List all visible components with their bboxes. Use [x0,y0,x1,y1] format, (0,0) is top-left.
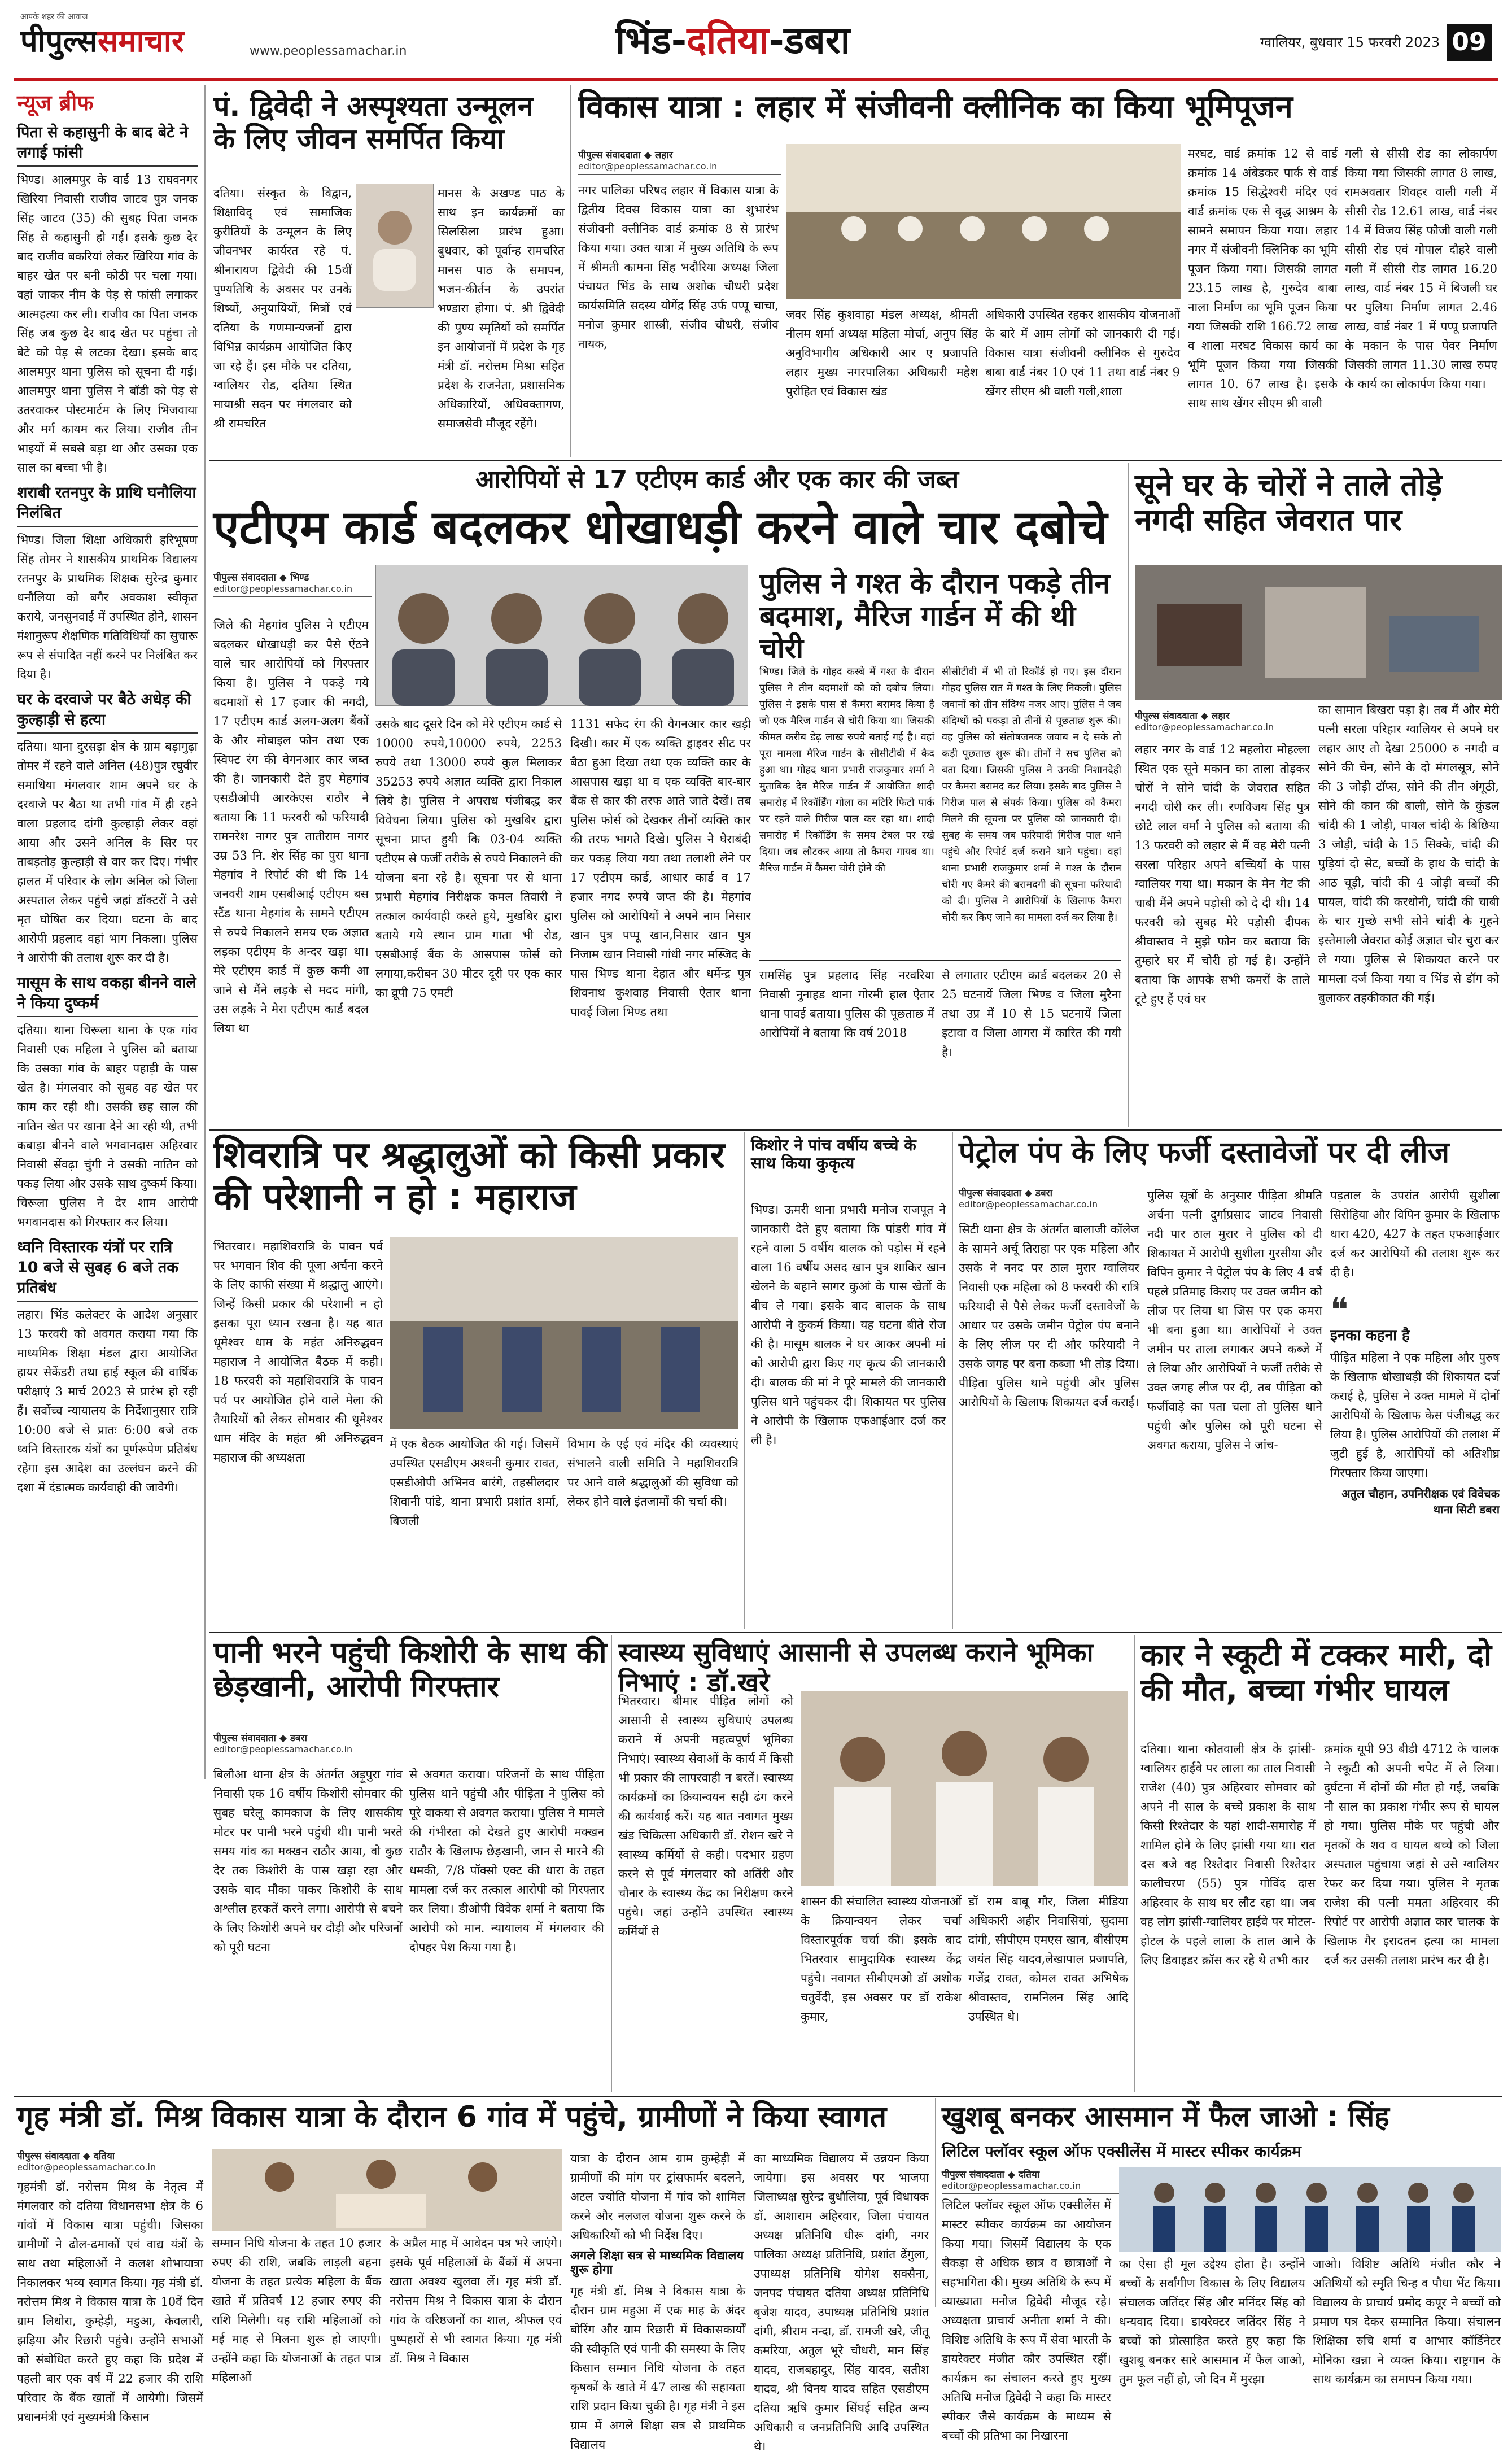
article-9-byline-block: पीपुल्स संवाददाता ◆ डबरा editor@peoplessamachar.co.in [213,1731,400,1757]
article-4-col-3: रामसिंह पुत्र प्रहलाद सिंह नरवरिया निवासी नुनाहड थाना गोरमी हाल ऐतार थाना पावई बताया। पुलिस की पूछताछ में आरोपियों ने बताया कि वर्ष 2018 [759,969,934,1040]
quote-box-heading: इनका कहना है [1330,1327,1410,1344]
divider [1128,463,1129,1127]
byline-place: दतिया [1018,2169,1040,2180]
masthead [0,0,1512,79]
byline: पीपुल्स संवाददाता [1135,710,1198,722]
article-12-col-3: के अप्रैल माह में आवेदन पत्र भरे जाएंगे। इसके पूर्व महिलाओं के बैंकों में अपना खाता अवश्य खुलवा लें। गृह मंत्री डॉ. नरोत्तम मिश्र ने विकास यात्रा के दौरान गांव के वरिष्ठजनों का शाल, श्रीफल एवं पुष्पहारों से भी स्वागत किया। गृह मंत्री डॉ. मिश्र ने विकास [390,2236,562,2365]
byline: पीपुल्स संवाददाता [942,2169,1004,2180]
quote-icon: ❝ [1330,1290,1349,1330]
article-2-col-4: मरघट, वार्ड क्रमांक 12 से वार्ड क्रमांक 14 अंबेडकर पार्क से वार्ड क्रमांक 15 सिद्धेश्वरी मंदिर एवं वार्ड क्रमांक एक से वृद्ध आश्रम के सामने समापन किया गया। लहार नगर में संजीवनी क्लिनिक का भूमि पूजन किया गया। जिसकी लागत 23.15 लाख है, गुरुदेव बाबा नाला निर्माण का भूमि पूजन किया गया जिसकी राशि 166.72 लाख व शाला मरघट विकास कार्य का भूमि पूजन किया गया जिसकी लागत 10. 67 लाख है। इसके साथ साथ खेंगर सीएम श्री वाली [1188,147,1338,410]
email[interactable]: editor@peoplessamachar.co.in [213,1744,400,1757]
row-rule [209,1129,1502,1131]
row-rule [209,460,1502,461]
section-title [615,12,932,69]
logo-tagline: आपके शहर की आवाज [20,12,88,21]
masthead-rule [14,78,1498,81]
quote-box-attribution: अतुल चौहान, उपनिरीक्षक एवं विवेचक थाना सिटी डबरा [1341,1487,1500,1516]
quote-box-text: पीड़ित महिला ने एक महिला और पुरुष के खिलाफ धोखाधड़ी की शिकायत दर्ज कराई है, पुलिस ने उक्त मामले में दोनों आरोपियों के खिलाफ केस पंजीबद्ध कर लिया है। पुलिस आरोपियों की तलाश में जुटी हुई है, आरोपियों को अतिशीघ्र गिरफ्तार किया जाएगा। [1330,1351,1500,1480]
article-12-col-4: यात्रा के दौरान आम ग्राम कुम्हेड़ी में ग्रामीणों की मांग पर ट्रांसफार्मर बदलने, अटल ज्योति योजना में गांव को शामिल करने और नलजल योजना शुरू करने के अधिकारियों को भी निर्देश दिए। [570,2152,745,2242]
byline-place: डबरा [290,1733,307,1744]
byline: पीपुल्स संवाददाता [578,150,641,161]
article-2-col-3: अधिकारी उपस्थित रहकर शासकीय योजनाओं के बारे में आम लोगों को जानकारी दी गई। विकास यात्रा संजीवनी क्लीनिक से गुरुदेव बाबा वार्ड नंबर 10 एवं 11 तथा वार्ड नंबर 9 खेंगर सीएम श्री वाली गली,शाला [985,308,1180,398]
article-5-col-1: लहार नगर के वार्ड 12 महलोरा मोहल्ला स्थित एक सूने मकान का ताला तोड़कर चोरों ने सोने चांदी के जेवरात सहित नगदी चोरी कर ली। रणविजय सिंह पुत्र छोटे लाल वर्मा ने पुलिस को बताया की 13 फरवरी को लहार से मैं वह मेरी पत्नी सरला परिहार अपने बच्चियों के पास ग्वालियर गया था। मकान के मेन गेट की चाबी मैंने अपने पड़ोसी को दे दी थी। 14 फरवरी को सुबह मेरे पड़ोसी दीपक श्रीवास्तव ने मुझे फोन कर बताया कि तुम्हारे घर में चोरी हो गई है। उन्होंने बताया कि आपके सभी कमरों के ताले टूटे हुए हैं एवं घर [1135,743,1310,1006]
article-10-photo [801,1691,1128,1886]
article-10-headline: स्वास्थ्य सुविधाएं आसानी से उपलब्ध कराने भूमिका निभाएं : डॉ.खरे [618,1637,1094,1698]
article-11-col-1: दतिया। थाना कोतवाली क्षेत्र के झांसी-ग्वालियर हाईवे पर लाला का ताल निवासी राजेश (40) पुत्र अहिरवार सोमवार को अपने नी साल के बच्चे प्रकाश के साथ किसी रिश्तेदार के यहां शादी-समारोह में शामिल होने के लिए झांसी गया था। रात दस बजे वह रिश्तेदार निवासी रिश्तेदार कालीचरण (55) पुत्र गोविंद दास अहिरवार के साथ घर लौट रहा था। जब वह लोग झांसी-ग्वालियर हाईवे पर मोटल-होटल के पहले लाला के ताल आने के लिए डिवाइडर क्रॉस कर रहे थे तभी कार [1140,1742,1316,1967]
brief-item [17,1237,198,1497]
article-4-col-1: भिण्ड। जिले के गोहद कस्बे में गश्त के दौरान पुलिस ने तीन बदमाशों को को दबोच लिया। पुलिस ने इसके पास से कैमरा बरामद किया है जो एक मैरिज गार्डन से चोरी किया था। जिसकी कीमत करीब डेढ़ लाख रुपये बताई गई है। वहां पूरा मामला मैरिज गार्डन के सीसीटीवी में कैद हुआ था। गोहद थाना प्रभारी राजकुमार शर्मा ने मुताबिक देव मैरिज गार्डन में आयोजित शादी समारोह में रिकॉर्डिंग गोला का मटिरि फिटो पार्क पर रहने वाले गिरीज पाल कर रहा था। शादी समारोह में रिकॉर्डिंग के समय टेबल पर रखे दिया। जब लौटकर आया तो कैमरा गायब था। मैरिज गार्डन में कैमरा चोरी होने की [759,666,934,874]
article-3-byline-block: पीपुल्स संवाददाता ◆ भिण्ड editor@peoplessamachar.co.in [213,570,372,597]
byline-place: दतिया [93,2150,115,2162]
article-5-photo [1135,565,1502,700]
article-13-kicker: लिटिल फ्लॉवर स्कूल ऑफ एक्सीलेंस में मास्टर स्पीकर कार्यक्रम [942,2142,1301,2161]
article-3-col-2: उसके बाद दूसरे दिन को मेरे एटीएम कार्ड से 10000 रुपये,10000 रुपये, 2253 रुपये तथा 13000 रुपये कुल मिलाकर 35253 रुपये अज्ञात व्यक्ति द्वारा निकाल लिये है। पुलिस ने अपराध पंजीबद्ध कर विवेचना लिया। पुलिस को मुखबिर द्वारा सूचना प्राप्त हुयी कि 03-04 व्यक्ति एटीएम से फर्जी तरीके से रुपये निकालने की योजना बना रहे है। सूचना पर से थाना प्रभारी मेहगांव निरीक्षक कमल तिवारी ने तत्काल कार्यवाही करते हुये, मुखबिर द्वारा बताये गये स्थान ग्राम गाता भी रोड, एसबीआई बैंक के आसपास फोर्स को लगाया,करीबन 30 मीटर दूरी पर एक कार का व्रूपी 75 एमटी [375,717,562,1000]
article-12-subheading: अगले शिक्षा सत्र से माध्यमिक विद्यालय शुरू होगा [570,2249,744,2278]
article-5-col-2: का सामान बिखरा पड़ा है। तब मैं और मेरी पत्नी सरला परिहार ग्वालियर से अपने घर लहार आए तो देखा 25000 रु नगदी व सोने की चेन, सोने के दो मंगलसूत्र, सोने की 3 जोड़ी टॉप्स, सोने की तीन अंगूठी, सोने की कान की बाली, सोने के कुंडल चांदी की 1 जोड़ी, पायल चांदी के बिछिया 3 जोड़ी, चांदी के 15 सिक्के, चांदी की पुड़ियां दो सेट, बच्चों के हाथ के चांदी के आठ चूड़ी, चांदी की 4 जोड़ी बच्चों की पायल, चांदी की करधोनी, चांदी की चाबी के चार गुच्छे सभी सोने चांदी के गुहने इस्तेमाली जेवरात कोई अज्ञात चोर चुरा कर ले गया। पुलिस से शिकायत करने पर मामला दर्ज किया गया व भिंड से डॉग को बुलाकर तहकीकात की गई। [1318,703,1499,1005]
email[interactable]: editor@peoplessamachar.co.in [959,1199,1145,1212]
brief-body: दतिया। थाना दुरसड़ा क्षेत्र के ग्राम बड़ागुढ़ा तोमर में रहने वाले अनिल (48)पुत्र रघुवीर समाधिया मंगलवार शाम अपने घर के दरवाजे पर बैठा था तभी गांव में ही रहने वाला प्रहलाद दांगी कुल्हाड़ी लेकर वहां आया और उसने अनिल के सिर पर ताबड़तोड़ कुल्हाड़ी से वार कर दिए। गंभीर हालत में परिवार के लोग अनिल को जिला अस्पताल लेकर पहुंचे जहां डॉक्टरों ने उसे मृत घोषित कर दिया। घटना के बाद आरोपी प्रहलाद वहां भाग निकला। पुलिस ने आरोपी की तलाश शुरू कर दी है। [17,740,198,965]
accused-photos [375,565,748,706]
article-9-col-2: से अवगत कराया। परिजनों के साथ पीड़िता पुलिस थाने पहुंची और पीड़िता ने पुलिस को पूरे वाकया से अवगत कराया। पुलिस ने मामले की गंभीरता को देखते हुए आरोपी मक्खन राठौर के खिलाफ छेड़खानी, जान से मारने की धमकी, 7/8 पॉक्सो एक्ट की धारा के तहत मामला दर्ज कर तत्काल आरोपी को गिरफ्तार कर लिया। डीओपी विवेक शर्मा ने बताया कि आरोपी को मान. न्यायालय में मंगलवार की दोपहर पेश किया गया है। [409,1768,604,1954]
article-10-col-1: भितरवार। बीमार पीड़ित लोगों को आसानी से स्वास्थ्य सुविधाएं उपलब्ध कराने में अपनी महत्वपूर्ण भूमिका निभाएं। स्वास्थ्य सेवाओं के कार्य में किसी भी प्रकार की लापरवाही न बरतें। स्वास्थ्य कार्यक्रमों का क्रियान्वयन सही ढंग करने की कार्यवाई करें। यह बात नवागत मुख्य खंड चिकित्सा अधिकारी डॉ. रोशन खरे ने स्वास्थ्य कर्मियों से कही। पदभार ग्रहण करने से पूर्व मंगलवार को अतिंरी और चौनार के स्वास्थ्य केंद्र का निरीक्षण करने पहुंचे। जहां उन्होंने उपस्थित स्वास्थ्य कर्मियों से [618,1694,793,1938]
brief-body: दतिया। थाना चिरूला थाना के एक गांव निवासी एक महिला ने पुलिस को बताया कि उसका गांव के बाहर पहाड़ी के पास खेत है। मंगलवार को सुबह वह खेत पर काम कर रही थी। उसकी छह साल की नातिन खेत पर खाना देने आ रही थी, तभी कबाड़ा बीनने वाले भगवानदास अहिरवार निवासी सेंवढ़ा चुंगी ने उसकी नातिन को पकड़ लिया और उसके साथ दुष्कर्म किया। चिरूला पुलिस ने देर शाम आरोपी भगवानदास को गिरफ्तार कर लिया। [17,1023,198,1229]
brief-item [17,483,198,684]
article-3-col-3: 1131 सफेद रंग की वैगनआर कार खड़ी दिखी। कार में एक व्यक्ति ड्राइवर सीट पर बैठा हुआ दिखा तथा एक व्यक्ति कार के आसपास खड़ा था व एक व्यक्ति बार-बार बैंक से कार की तरफ आते जाते देखें। तब पुलिस फोर्स को देखकर तीनों व्यक्ति कार की तरफ भागते दिखे। पुलिस ने घेराबंदी कर पकड़ लिया गया तथा तलाशी लेने पर 17 एटीएम कार्ड, आधार कार्ड व 17 हजार नगद रुपये जप्त की है। मेहगांव पुलिस को आरोपियों ने अपने नाम निसार खान पुत्र पप्पू खान,निसार खान पुत्र निजाम खान निवासी गांधी नगर मस्जिद के पास भिण्ड थाना देहात और धर्मेन्द्र पुत्र शिवनाथ कुशवाह निवासी ऐतार थाना पावई जिला भिण्ड तथा [570,717,751,1019]
email[interactable]: editor@peoplessamachar.co.in [213,583,372,597]
quote-box [1330,1290,1500,1626]
article-6-col-2: में एक बैठक आयोजित की गई। जिसमें उपस्थित एसडीएम अश्वनी कुमार रावत, एसडीओपी अभिनव बारंगे, तहसीलदार शिवानी पांडे, थाना प्रभारी प्रशांत शर्मा, बिजली [390,1437,559,1528]
article-2-headline: विकास यात्रा : लहार में संजीवनी क्लीनिक का किया भूमिपूजन [578,89,1293,125]
brief-headline: शराबी रतनपुर के प्राथि घनौलिया निलंबित [17,483,198,527]
brief-divider [204,85,206,1779]
article-3-kicker: आरोपियों से 17 एटीएम कार्ड और एक कार की जब्त [475,465,959,494]
article-11-headline: कार ने स्कूटी में टक्कर मारी, दो की मौत, बच्चा गंभीर घायल [1140,1637,1492,1708]
article-4-headline: पुलिस ने गश्त के दौरान पकड़े तीन बदमाश, मैरिज गार्डन में की थी चोरी [759,567,1110,665]
brief-headline: ध्वनि विस्तारक यंत्रों पर रात्रि 10 बजे से सुबह 6 बजे तक प्रतिबंध [17,1237,198,1302]
byline: पीपुल्स संवाददाता [213,572,276,583]
article-13-photo [1119,2167,1501,2252]
article-13-headline: खुशबू बनकर आसमान में फैल जाओ : सिंह [942,2100,1389,2133]
article-5-headline: सूने घर के चोरों ने ताले तोड़े नगदी सहित जेवरात पार [1135,467,1443,538]
section-bhind: भिंड- [615,19,687,62]
article-1-col-2: मानस के अखण्ड पाठ के साथ इन कार्यक्रमों का सिलसिला प्रारंभ हुआ। बुधवार, को पूर्वान्ह रामचरित मानस पाठ के समापन, भजन-कीर्तन के उपरांत भण्डारा होगा। पं. श्री द्विवेदी की पुण्य स्मृतियों को समर्पित इन आयोजनों में प्रदेश के गृह मंत्री डॉ. नरोत्तम मिश्रा सहित प्रदेश के राजनेता, प्रशासनिक अधिकारियों, अधिवक्तागण, समाजसेवी मौजूद रहेंगे। [438,186,565,430]
news-brief-column [17,88,198,1782]
email[interactable]: editor@peoplessamachar.co.in [1135,722,1361,735]
article-2-photo [786,144,1181,299]
article-3-headline: एटीएम कार्ड बदलकर धोखाधड़ी करने वाले चार दबोचे [213,501,1108,555]
email[interactable]: editor@peoplessamachar.co.in [942,2180,1128,2194]
article-6-headline: शिवरात्रि पर श्रद्धालुओं को किसी प्रकार की परेशानी न हो : महाराज [213,1135,725,1218]
article-4-col-2: सीसीटीवी में भी तो रिकॉर्ड हो गए। इस दौरान गोहद पुलिस रात में गश्त के लिए निकली। पुलिस जवानों को तीन संदिग्ध नजर आए। पुलिस ने जब संदिग्धों को पकड़ा तो तीनों से पूछताछ शुरू की। वह पुलिस को संतोषजनक जवाब न दे सके तो कड़ी पूछताछ शुरू की। तीनों ने सच पुलिस को बता दिया। जिसकी पुलिस ने उनकी निशानदेही पर कैमरा बरामद कर लिया। इसके बाद पुलिस ने गिरीज पाल से संपर्क किया। पुलिस को कैमरा मिलने की सूचना पर पुलिस को जानकारी दी। सुबह के समय जब फरियादी गिरीज पाल थाने पहुंचे और रिपोर्ट दर्ज कराने थाने पहुंचा। वहां थाना प्रभारी राजकुमार शर्मा ने गश्त के दौरान चोरी गए कैमरे की बरामदगी की सूचना फरियादी को दी। पुलिस ने आरोपियों के खिलाफ कैमरा चोरी कर किए जाने का मामला दर्ज कर लिया है। [942,666,1121,923]
article-8-col-1: सिटी थाना क्षेत्र के अंतर्गत बालाजी कॉलेज के सामने अर्चू तिराहा पर एक महिला और उसके ने ननद पर ठाल मुरार ग्वालियर निवासी एक महिला को 8 फरवरी की रात्रि फरियादी से पैसे लेकर फर्जी दस्तावेजों के आधार पर उसके जमीन पेट्रोल पंप बनाने के लिए लीज पर दी और फरियादी ने उसके जगह पर बना कब्जा भी तोड़ दिया। पीड़िता पुलिस थाने पहुंची और पुलिस आरोपियों के खिलाफ शिकायत दर्ज कराई। [959,1223,1139,1409]
article-2-col-5: गली से सीसी रोड का लोकार्पण किया गया जिसकी लागत 8 लाख, रामअवतार शिवहर वाली गली में सीसी रोड 12.61 लाख, वार्ड नंबर 14 में विजय सिंह फौजी वाली गली सीसी रोड एवं गोपाल दौहरे वाली गली में सीसी रोड लागत 16.20 लाख, वार्ड नंबर 15 में बिजली घर पर पुलिया निर्माण लागत 2.46 लाख, वार्ड नंबर 1 में पप्पू प्रजापति के मकान के पास पेवर निर्माण जिसकी लागत 11.30 लाख रुपए के कार्य का लोकार्पण किया गया। [1345,147,1497,391]
byline-place: लहार [654,150,673,161]
brief-item [17,973,198,1232]
article-2-col-1: नगर पालिका परिषद लहार में विकास यात्रा के द्वितीय दिवस विकास यात्रा का शुभारंभ संजीवनी क्लीनिक वार्ड क्रमांक 8 से प्रारंभ किया गया। उक्त यात्रा में मुख्य अतिथि के रूप में श्रीमती कामना सिंह भदौरिया अध्यक्ष जिला पंचायत भिंड के साथ अशोक चौधरी प्रदेश कार्यसमिति सदस्य योगेंद्र सिंह उर्फ पप्पू चाचा, मनोज कुमार शास्त्री, संजीव चौधरी, संजीव नायक, [578,184,779,351]
brief-headline: मासूम के साथ वकहा बीनने वाले ने किया दुष्कर्म [17,973,198,1017]
byline-place: लहार [1211,710,1230,722]
article-10-col-2: शासन की संचालित स्वास्थ्य योजनाओं के क्रियान्वयन लेकर चर्चा विस्तारपूर्वक चर्चा की। इसके बाद भितरवार सामुदायिक स्वास्थ्य केंद्र पहुंचे। नवागत सीबीएमओ डॉ अशोक चतुर्वेदी, इस अवसर पर डॉ राकेश कुमार, [801,1895,962,2023]
website-link[interactable]: www.peoplessamachar.in [250,44,407,58]
divider [611,1635,612,2092]
article-6-photo [390,1237,738,1429]
article-13-col-1: लिटिल फ्लॉवर स्कूल ऑफ एक्सीलेंस में मास्टर स्पीकर कार्यक्रम का आयोजन किया गया। जिसमें विद्यालय के एक सैकड़ा से अधिक छात्र व छात्राओं ने सहभागिता की। मुख्य अतिथि के रूप में व्याख्याता मनोज द्विवेदी मौजूद रहे। अध्यक्षता प्राचार्य अनीता शर्मा ने की। विशिष्ट अतिथि के रूप में सेवा भारती के डायरेक्टर मंजीत कौर उपस्थित रहीं। कार्यक्रम का संचालन करते हुए मुख्य अतिथि मनोज द्विवेदी ने कहा कि मास्टर स्पीकर जैसे कार्यक्रम के माध्यम से बच्चों की प्रतिभा का निखारना [942,2198,1111,2442]
divider [570,85,571,457]
byline-place: डबरा [1035,1188,1052,1199]
brief-headline: पिता से कहासुनी के बाद बेटे ने लगाई फांसी [17,123,198,167]
article-6-col-3: विभाग के एई एवं मंदिर की व्यवस्थाएं संभालने वाली समिति ने महाशिवरात्रि पर आने वाले श्रद्धालुओं की सुविधा को लेकर होने वाले इंतजामों की चर्चा की। [567,1437,738,1508]
article-9-headline: पानी भरने पहुंची किशोरी के साथ की छेड़खानी, आरोपी गिरफ्तार [213,1636,607,1704]
article-2-byline-block: पीपुल्स संवाददाता ◆ लहार editor@peoplessamachar.co.in [578,148,781,175]
divider [1134,1635,1135,2092]
article-12-col-2: सम्मान निधि योजना के तहत 10 हजार रुपए की राशि, जबकि लाड़ली बहना योजना के तहत प्रत्येक महिला के बैंक खाते में प्रतिवर्ष 12 हजार रुपए की राशि मिलेगी। यह राशि महिलाओं को मई माह से मिलना शुरू हो जाएगी। उन्होंने कहा कि योजनाओं के तहत पात्र महिलाओं [212,2236,381,2384]
byline: पीपुल्स संवाददाता [959,1188,1021,1199]
news-brief-label: न्यूज ब्रीफ [17,90,94,115]
article-12-photo [212,2149,562,2231]
section-datia: दतिया [687,19,769,62]
article-7-body: भिण्ड। ऊमरी थाना प्रभारी मनोज राजपूत ने जानकारी देते हुए बताया कि पांडरी गांव में रहने वाला 5 वर्षीय बालक को पड़ोस में रहने वाला 16 वर्षीय असद खान पुत्र शाकिर खान खेलने के बहाने सागर कुआं के पास खेतों के बीच ले गया। इसके बाद बालक के साथ आरोपी ने कुकर्म किया। यह घटना बीते रोज की है। मासूम बालक ने घर आकर अपनी मां को आरोपी द्वारा किए गए कृत्य की जानकारी दी। बालक की मां ने पूरे मामले की जानकारी पुलिस थाने पहुंचकर दी। शिकायत पर पुलिस ने आरोपी के खिलाफ एफआईआर दर्ज कर ली है। [751,1203,946,1447]
email[interactable]: editor@peoplessamachar.co.in [578,161,781,175]
article-8-col-2: पुलिस सूत्रों के अनुसार पीड़िता श्रीमति अर्चना पत्नी दुर्गाप्रसाद जाटव निवासी नदी पार ठाल मुरार ने पुलिस को दी शिकायत में आरोपी सुशीला गुरसीया और विपिन कुमार ने पेट्रोल पंप के लिए 4 वर्ष पहले प्रतिमाह किराए पर उक्त जमीन को लीज पर लिया था जिस पर एक कमरा भी बना हुआ था। आरोपियों ने उक्त जमीन पर ताला लगाकर अपने कब्जे में ले लिया और आरोपियों ने फर्जी तरीके से उक्त जगह लीज पर दी, तब पीड़िता को फर्जीवाड़े का पता चला तो पुलिस थाने पहुंची और पुलिस को पूरी घटना से अवगत कराया, पुलिस ने जांच- [1147,1189,1322,1452]
article-12-col-1: गृहमंत्री डॉ. नरोत्तम मिश्र के नेतृत्व में मंगलवार को दतिया विधानसभा क्षेत्र के 6 गांवों में विकास यात्रा पहुंची। जिसका ग्रामीणों ने ढोल-ढमाकों एवं वाद्य यंत्रों के साथ तथा महिलाओं ने कलश शोभायात्रा निकालकर भव्य स्वागत किया। गृह मंत्री डॉ. नरोत्तम मिश्र ने विकास यात्रा के 10वें दिन ग्राम लिधोरा, कुम्हेड़ी, मडुआ, केवलारी, झड़िया और रिछारी पहुंचे। उन्होंने सभाओं को संबोधित करते हुए कहा कि प्रदेश में पहली बार एक वर्ष में 22 हजार की राशि परिवार के बैंक खातों में आयेगी। जिसमें प्रधानमंत्री एवं मुख्यमंत्री किसान [17,2180,203,2424]
email[interactable]: editor@peoplessamachar.co.in [17,2162,203,2175]
logo-title-a: पीपुल्स [20,23,98,59]
brief-item [17,690,198,967]
divider [935,2098,936,2307]
article-2-col-2: जवर सिंह कुशवाहा मंडल अध्यक्ष, श्रीमती नीलम शर्मा अध्यक्ष महिला मोर्चा, अनुप सिंह अनुविभागीय अधिकारी आर ए प्रजापति लहार मुख्य नगरपालिका अधिकारी महेश पुरोहित एवं विकास खंड [786,308,978,398]
row-rule [14,2096,1502,2097]
article-1-col-1: दतिया। संस्कृत के विद्वान, शिक्षाविद् एवं सामाजिक कुरीतियों के उन्मूलन के लिए जीवनभर कार्यरत रहे पं. श्रीनारायण द्विवेदी की 15वीं पुण्यतिथि के अवसर पर उनके शिष्यों, अनुयायियों, मित्रों एवं दतिया के गणमान्यजनों द्वारा विभिन्न कार्यक्रम आयोजित किए जा रहे हैं। इस मौके पर दतिया, ग्वालियर रोड, दतिया स्थित मायाश्री सदन पर मंगलवार को श्री रामचरित [213,186,352,430]
article-5-byline-block: पीपुल्स संवाददाता ◆ लहार editor@peoplessamachar.co.in [1135,709,1361,735]
divider [759,960,1121,961]
row-rule [209,1632,1502,1633]
article-9-col-1: बिलौआ थाना क्षेत्र के अंतर्गत अड़ूपुरा गांव निवासी एक 16 वर्षीय किशोरी सोमवार की सुबह घरेलू कामकाज के लिए शासकीय मोटर पर पानी भरने पहुंची थी। पानी भरते समय गांव का मक्खन राठौर आया, वो कुछ देर तक किशोरी के पास खड़ा रहा और उसके बाद मौका पाकर किशोरी के साथ अश्लील हरकतें करने लगा। आरोपी से बचने के लिए किशोरी अपने घर दौड़ी और परिजनों को पूरी घटना [213,1768,403,1954]
brief-body: भिण्ड। आलमपुर के वार्ड 13 राघवनगर खिरिया निवासी राजीव जाटव पुत्र जनक सिंह जाटव (35) की सुबह पिता जनक सिंह से कहासुनी हो गई। इसके कुछ देर बाद राजीव बकरियां लेकर खिरिया गांव के बाहर खेत पर बनी कोठी पर चला गया। वहां जाकर नीम के पेड़ से फांसी लगाकर आत्महत्या कर ली। राजीव का पिता जनक सिंह जब कुछ देर बाद खेत पर पहुंचा तो बेटे को पेड़ से लटका देखा। इसके बाद आलमपुर थाना पुलिस को सूचना दी गई। आलमपुर थाना पुलिस ने बॉडी को पेड़ से उतरवाकर पोस्टमार्टम के लिए भिजवाया और मर्ग कायम कर लिया। राजीव तीन भाइयों में सबसे बड़ा था और उसका एक साल का बच्चा भी है। [17,173,198,474]
article-12-col-5: गृह मंत्री डॉ. मिश्र ने विकास यात्रा के दौरान ग्राम महुआ में एक माह के अंदर बोरिंग और ग्राम रिछारी में विकासकार्यों की स्वीकृति एवं पानी की समस्या के लिए किसान सम्मान निधि योजना के तहत कृषकों के खाते में 47 लाख की सहायता राशि प्रदान किया चुकी है। गृह मंत्री ने इस ग्राम में अगले शिक्षा सत्र से प्राथमिक विद्यालय [570,2284,745,2451]
byline: पीपुल्स संवाददाता [17,2150,80,2162]
divider [952,1132,953,1629]
article-12-col-6: का माध्यमिक विद्यालय में उन्नयन किया जायेगा। इस अवसर पर भाजपा जिलाध्यक्ष सुरेन्द्र बुधौलिया, पूर्व विधायक डॉ. आशाराम अहिरवार, जिला पंचायत अध्यक्ष प्रतिनिधि धीरू दांगी, नगर पालिका अध्यक्ष प्रतिनिधि, प्रशांत ढेंगुला, उपाध्यक्ष प्रतिनिधि योगेश सक्सैना, जनपद पंचायत दतिया अध्यक्ष प्रतिनिधि बृजेश यादव, उपाध्यक्ष प्रतिनिधि प्रशांत दांगी, श्रीराम नन्दा, डॉ. रामजी खरे, जीतू कमरिया, अतुल भूरे चौधरी, मान सिंह यादव, राजबहादुर, सिंह यादव, सतीश यादव, श्री विनय यादव सहित एसडीएम दतिया ऋषि कुमार सिंघई सहित अन्य अधिकारी व जनप्रतिनिधि आदि उपस्थित थे। [754,2152,929,2453]
article-13-col-3: जाओ। विशिष्ट अतिथि मंजीत कौर ने अतिथियों को स्मृति चिन्ह व पौधा भेंट किया। विद्यालय के प्राचार्य प्रमोद कपूर ने बच्चों को प्रमाण पत्र देकर सम्मानित किया। संचालन शिक्षिका रुचि शर्मा व आभार कॉर्डिनेटर मोनिका खन्ना ने व्यक्त किया। राष्ट्रगान के साथ कार्यक्रम का समापन किया गया। [1313,2257,1501,2386]
article-12-byline-block: पीपुल्स संवाददाता ◆ दतिया editor@peoplessamachar.co.in [17,2149,203,2175]
brief-body: लहार। भिंड कलेक्टर के आदेश अनुसार 13 फरवरी को अवगत कराया गया कि माध्यमिक शिक्षा मंडल द्वारा आयोजित हायर सेकेंडरी तथा हाई स्कूल की वार्षिक परीक्षाएं 3 मार्च 2023 से प्रारंभ हो रही हैं। सर्वोच्च न्यायालय के निर्देशानुसार रात्रि 10:00 बजे से प्रातः 6:00 बजे तक ध्वनि विस्तारक यंत्रों का पूर्णरूपेण प्रतिबंध रहेगा इस आदेश का उल्लंघन करने की दशा में दंडात्मक कार्यवाही की जावेगी। [17,1308,198,1494]
byline: पीपुल्स संवाददाता [213,1733,276,1744]
article-7-headline: किशोर ने पांच वर्षीय बच्चे के साथ किया कुकृत्य [751,1136,916,1173]
page-number: 09 [1447,24,1492,61]
brief-body: भिण्ड। जिला शिक्षा अधिकारी हरिभूषण सिंह तोमर ने शासकीय प्राथमिक विद्यालय रतनपुर के प्राथमिक शिक्षक सुरेन्द्र कुमार धनौलिया को बगैर अवकाश स्वीकृत कराये, जनसुनवाई में उपस्थित होने, शासन मंशानुरूप शैक्षणिक गतिविधियों का सुचारू रूप से संपादित नहीं करने पर निलंबित कर दिया है। [17,533,198,681]
portrait-photo [356,184,434,308]
article-12-headline: गृह मंत्री डॉ. मिश्र विकास यात्रा के दौरान 6 गांव में पहुंचे, ग्रामीणों ने किया स्वागत [17,2100,887,2134]
article-1-headline: पं. द्विवेदी ने अस्पृश्यता उन्मूलन के लिए जीवन समर्पित किया [213,90,534,155]
dateline: ग्वालियर, बुधवार 15 फरवरी 2023 [1260,34,1440,50]
article-3-col-1: जिले की मेहगांव पुलिस ने एटीएम बदलकर धोखाधड़ी कर पैसे ऐंठने वाले चार आरोपियों को गिरफ्तार किया है। पुलिस ने पकड़े गये बदमाशों से 17 हजार की नगदी, 17 एटीएम कार्ड अलग-अलग बैंकों के और मोबाइल फोन तथा एक स्विफ्ट रंग की वेगनआर कार जब्त की है। जानकारी देते हुए मेहगांव एसडीओपी आरकेएस राठौर ने बताया कि 11 फरवरी को फरियादी रामनरेश नागर पुत्र तातीराम नागर उम्र 53 नि. शेर सिंह का पुरा थाना मेहगांव ने रिपोर्ट की थी कि 14 जनवरी शाम एसबीआई एटीएम बस स्टैंड थाना मेहगांव के सामने एटीएम से रुपये निकालने समय एक अज्ञात लड़का एटीएम के अन्दर खड़ा था। मेरे एटीएम कार्ड में कुछ कमी आ जाने से मैंने लड़के से मदद मांगी, उस लड़के ने मेरा एटीएम कार्ड बदल लिया था [213,618,369,1035]
brief-item [17,123,198,477]
divider [744,1132,745,1629]
article-13-byline-block: पीपुल्स संवाददाता ◆ दतिया editor@peoplessamachar.co.in [942,2167,1128,2194]
article-6-col-1: भितरवार। महाशिवरात्रि के पावन पर्व पर भगवान शिव की पूजा अर्चना करने के लिए काफी संख्या में श्रद्धालु आएंगे। जिन्हें किसी प्रकार की परेशानी न हो इसका पूरा ध्यान रखना है। यह बात धूमेश्वर धाम के महंत अनिरुद्धवन महाराज ने आयोजित बैठक में कही। 18 फरवरी को महाशिवरात्रि के पावन पर्व पर आयोजित होने वाले मेला की तैयारियों को लेकर सोमवार की धूमेश्वर धाम मंदिर के महंत श्री अनिरुद्धवन महाराज की अध्यक्षता [213,1240,383,1464]
logo [20,11,257,68]
article-4-col-4: से लगातार एटीएम कार्ड बदलकर 20 से 25 घटनायें जिला भिण्ड व जिला मुरैना तथा उप्र में 10 से 15 घटनायें जिला इटावा व जिला आगरा में कारित की गयी है। [942,969,1121,1059]
brief-headline: घर के दरवाजे पर बैठे अधेड़ की कुल्हाड़ी से हत्या [17,690,198,734]
article-13-col-2: का ऐसा ही मूल उद्देश्य होता है। उन्होंने बच्चों के सर्वांगीण विकास के लिए विद्यालय संचालक जतिंदर सिंह और मनिंदर सिंह को धन्यवाद दिया। डायरेक्टर जतिंदर सिंह ने बच्चों को प्रोत्साहित करते हुए कहा कि खुशबू बनकर सारे आसमान में फैल जाओ, तुम फूल नहीं हो, जो दिन में मुरझा [1119,2257,1305,2386]
article-8-byline-block: पीपुल्स संवाददाता ◆ डबरा editor@peoplessamachar.co.in [959,1186,1145,1212]
byline-place: भिण्ड [290,572,309,583]
article-10-col-3: डॉ राम बाबू गौर, जिला मीडिया अधिकारी अहीर निवासियां, सुदामा दांगी, सीपीएम एमएस खान, बीसीएम जयंत सिंह यादव,लेखापाल प्रजापति, गजेंद्र रावत, कोमल रावत अभिषेक श्रीवास्तव, रामनिलन सिंह आदि उपस्थित थे। [968,1895,1128,2023]
article-11-col-2: क्रमांक यूपी 93 बीडी 4712 के चालक ने स्कूटी को अपनी चपेट में ले लिया। दुर्घटना में दोनों की मौत हो गई, जबकि नौ साल का प्रकाश गंभीर रूप से घायल हो गया। पुलिस मौके पर पहुंची और मृतकों के शव व घायल बच्चे को जिला अस्पताल पहुंचाया जहां से उसे ग्वालियर रेफर कर दिया गया। पुलिस ने मृतक राजेश की पत्नी ममता अहिरवार की रिपोर्ट पर आरोपी अज्ञात कार चालक के खिलाफ गैर इरादतन हत्या का मामला दर्ज कर उसकी तलाश प्रारंभ कर दी है। [1324,1742,1499,1967]
article-8-col-3: पड़ताल के उपरांत आरोपी सुशीला सिरोहिया और विपिन कुमार के खिलाफ धारा 420, 427 के तहत एफआईआर दर्ज कर आरोपियों की तलाश शुरू कर दी है। [1330,1189,1500,1279]
article-8-headline: पेट्रोल पंप के लिए फर्जी दस्तावेजों पर दी लीज [959,1136,1450,1170]
logo-title-b: समाचार [97,23,184,59]
section-dabra: -डबरा [768,19,850,62]
